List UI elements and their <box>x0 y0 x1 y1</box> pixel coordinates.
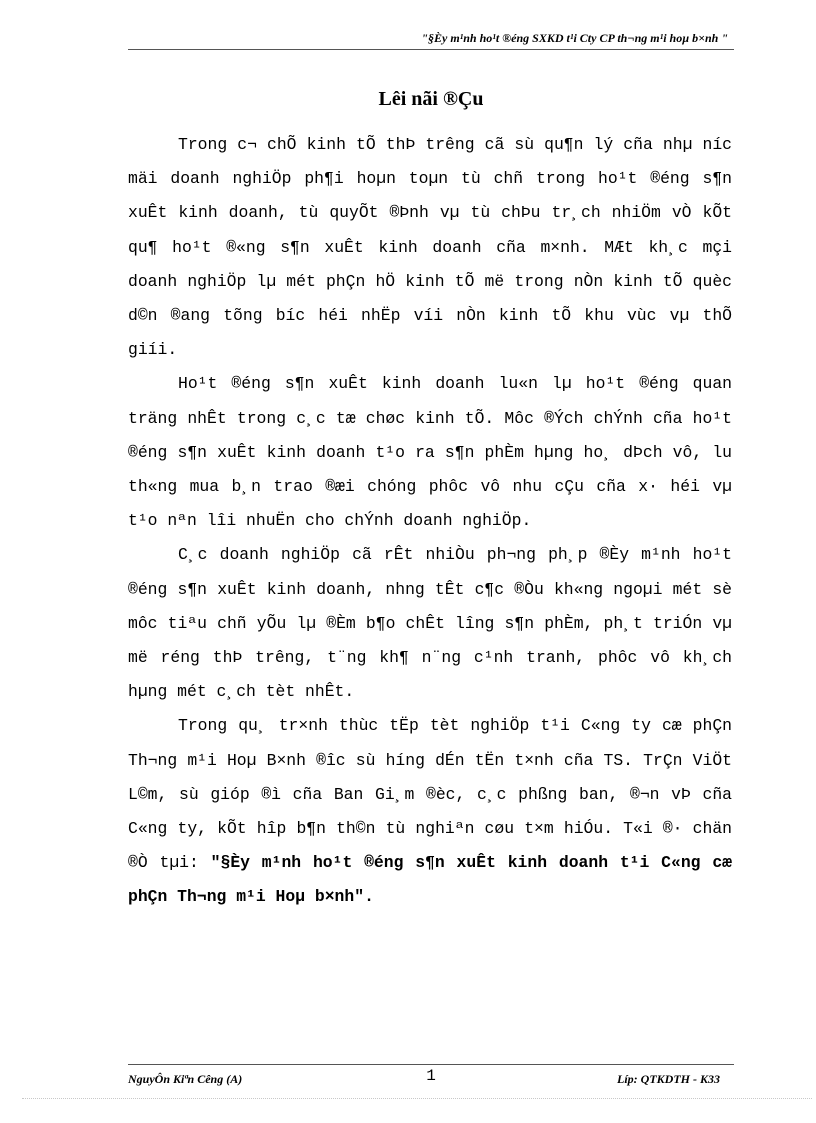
footer-rule <box>128 1064 734 1065</box>
page-number: 1 <box>426 1067 436 1085</box>
page-footer <box>128 1068 734 1090</box>
footer-author: NguyÔn Kiªn Cêng (A) <box>128 1072 243 1086</box>
page-edge-divider <box>22 1098 812 1099</box>
page-title: Lêi nãi ®Çu <box>378 88 484 110</box>
paragraph-3: C¸c doanh nghiÖp cã rÊt nhiÒu ph¬ng ph¸p ®Èy m¹nh ho¹t ®éng s¶n xuÊt kinh doanh, nhng tÊt c¶c ®Òu kh«ng ngoµi mét sè môc tiªu chñ yÕu lµ ®Èm b¶o chÊt lîng s¶n phÈm, ph¸t triÓn vµ më réng thÞ trêng, t¨ng kh¶ n¨ng c¹nh tranh, phôc vô kh¸ch hµng mét c¸ch tèt nhÊt. <box>128 545 732 702</box>
paragraph-1: Trong c¬ chÕ kinh tÕ thÞ trêng cã sù qu¶n lý cña nhµ níc mäi doanh nghiÖp ph¶i hoµn toµn tù chñ trong ho¹t ®éng s¶n xuÊt kinh doanh, tù quyÕt ®Þnh vµ tù chÞu tr¸ch nhiÖm vÒ kÕt qu¶ ho¹t ®«ng s¶n xuÊt kinh doanh cña m×nh. MÆt kh¸c mçi doanh nghiÖp lµ mét phÇn hÖ kinh tÕ më trong nÒn kinh tÕ quèc d©n ®ang tõng bíc héi nhËp víi nÒn kinh tÕ khu vùc vµ thÕ giíi. <box>128 135 732 360</box>
paragraph-4 <box>128 709 732 914</box>
footer-class: Líp: QTKDTH - K33 <box>617 1072 720 1086</box>
paragraph-2: Ho¹t ®éng s¶n xuÊt kinh doanh lu«n lµ ho¹t ®éng quan träng nhÊt trong c¸c tæ chøc kinh tÕ. Môc ®Ých chÝnh cña ho¹t ®éng s¶n xuÊt kinh doanh t¹o ra s¶n phÈm hµng ho¸ dÞch vô, lu th«ng mua b¸n trao ®æi chóng phôc vô nhu cÇu cña x· héi vµ t¹o nªn lîi nhuËn cho chÝnh doanh nghiÖp. <box>128 374 732 531</box>
paragraph-4-text: Trong qu¸ tr×nh thùc tËp tèt nghiÖp t¹i C«ng ty cæ phÇn Th¬ng m¹i Hoµ B×nh ®îc sù híng dÉn tËn t×nh cña TS. TrÇn ViÖt L©m, sù gióp ®ì cña Ban Gi¸m ®èc, c¸c phßng ban, ®¬n vÞ cña C«ng ty, kÕt hîp b¶n th©n tù nghiªn cøu t×m hiÓu. T«i ®· chän ®Ò tµi: <box>128 716 732 873</box>
running-header: "§Èy m¹nh ho¹t ®éng SXKD t¹i Cty CP th¬ng m¹i hoµ b×nh " <box>128 28 734 50</box>
thesis-title: "§Èy m¹nh ho¹t ®éng s¶n xuÊt kinh doanh t¹i C«ng cæ phÇn Th¬ng m¹i Hoµ b×nh". <box>128 853 732 907</box>
document-body <box>128 128 732 915</box>
